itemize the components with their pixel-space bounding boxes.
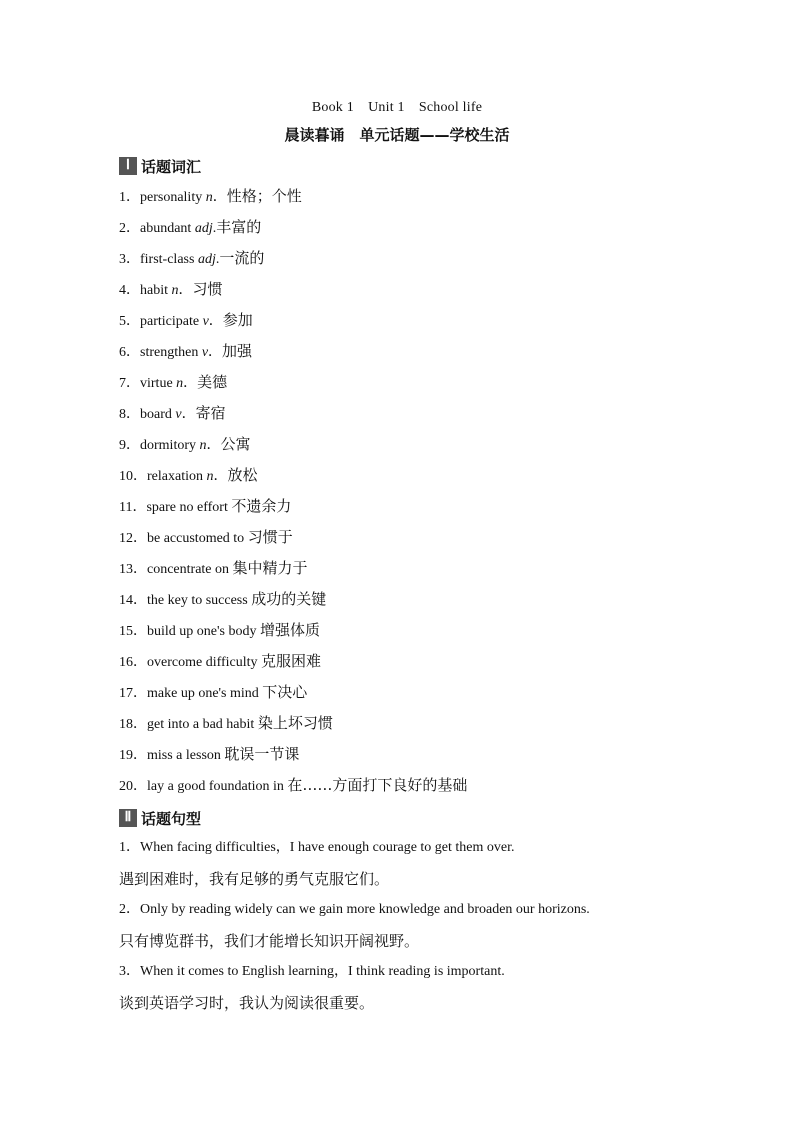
vocabulary-item — [119, 650, 467, 681]
chinese-meaning: 染上坏习惯 — [257, 714, 333, 732]
section-heading-label: 话题词汇 — [141, 157, 202, 176]
sentence-english: 1．When facing difficulties，I have enough courage to get them over. — [119, 840, 515, 855]
pos-separator: ． — [208, 314, 223, 329]
vocabulary-item — [119, 185, 467, 216]
part-of-speech: n — [206, 469, 214, 484]
item-number: 17． — [119, 686, 147, 701]
chinese-meaning: 加强 — [222, 342, 253, 360]
sentence-english: 2．Only by reading widely can we gain more knowledge and broaden our horizons. — [119, 902, 590, 917]
part-of-speech: v — [175, 407, 182, 422]
item-number: 3． — [119, 252, 140, 267]
vocabulary-item — [119, 526, 467, 557]
english-term: habit — [140, 283, 172, 298]
english-term: get into a bad habit — [147, 717, 258, 732]
item-number: 4． — [119, 283, 140, 298]
pos-separator: ． — [213, 469, 228, 484]
page-title: Book 1 Unit 1 School life — [311, 100, 483, 115]
vocabulary-item — [119, 495, 467, 526]
chinese-meaning: 习惯 — [192, 280, 223, 298]
english-term: personality — [140, 190, 206, 205]
pos-separator: ． — [178, 283, 193, 298]
vocabulary-item — [119, 619, 467, 650]
english-term: relaxation — [147, 469, 207, 484]
part-of-speech: adj — [194, 221, 213, 236]
chinese-meaning: 集中精力于 — [232, 559, 308, 577]
pos-separator: ． — [212, 190, 227, 205]
section-heading-label: 话题句型 — [141, 809, 202, 828]
vocabulary-item — [119, 774, 467, 805]
item-number: 6． — [119, 345, 140, 360]
item-number: 5． — [119, 314, 140, 329]
sentence-chinese: 只有博览群书，我们才能增长知识开阔视野。 — [119, 932, 420, 950]
vocabulary-item — [119, 247, 467, 278]
chinese-meaning: 下决心 — [262, 683, 308, 701]
english-term: lay a good foundation in — [147, 779, 288, 794]
sentence-chinese: 遇到困难时，我有足够的勇气克服它们。 — [119, 870, 390, 888]
part-of-speech: v — [201, 345, 209, 360]
vocabulary-item — [119, 216, 467, 247]
sentence-english: 3．When it comes to English learning，I think reading is important. — [119, 964, 505, 979]
vocabulary-item — [119, 681, 467, 712]
item-number: 20． — [119, 779, 147, 794]
item-number: 19． — [119, 748, 147, 763]
section-numeral-badge: Ⅰ — [119, 157, 137, 175]
item-number: 10． — [119, 469, 147, 484]
chinese-meaning: 克服困难 — [261, 652, 322, 670]
english-term: concentrate on — [147, 562, 233, 577]
sentence-chinese: 谈到英语学习时，我认为阅读很重要。 — [119, 994, 375, 1012]
english-term: be accustomed to — [147, 531, 248, 546]
english-term: overcome difficulty — [147, 655, 262, 670]
item-number: 15． — [119, 624, 147, 639]
vocabulary-item — [119, 743, 467, 774]
pos-separator: ． — [181, 407, 196, 422]
vocabulary-item — [119, 557, 467, 588]
part-of-speech: n — [199, 438, 207, 453]
vocabulary-item — [119, 588, 467, 619]
english-term: participate — [140, 314, 203, 329]
item-number: 13． — [119, 562, 147, 577]
english-term: dormitory — [140, 438, 200, 453]
part-of-speech: n — [205, 190, 213, 205]
sentence-pattern-list — [119, 837, 590, 1023]
item-number: 1． — [119, 190, 140, 205]
chinese-meaning: 一流的 — [219, 249, 265, 267]
english-term: abundant — [140, 221, 195, 236]
item-number: 2． — [119, 221, 140, 236]
chinese-meaning: 美德 — [197, 373, 228, 391]
section-heading-vocabulary — [119, 156, 201, 176]
chinese-meaning: 公寓 — [220, 435, 251, 453]
pos-separator: ． — [208, 345, 223, 360]
section-heading-sentences — [119, 808, 201, 828]
item-number: 12． — [119, 531, 147, 546]
pos-separator: . — [215, 252, 220, 267]
english-term: build up one's body — [147, 624, 260, 639]
english-term: first-class — [140, 252, 198, 267]
chinese-meaning: 耽误一节课 — [224, 745, 300, 763]
part-of-speech: n — [176, 376, 184, 391]
item-number: 7． — [119, 376, 140, 391]
item-number: 16． — [119, 655, 147, 670]
part-of-speech: v — [202, 314, 209, 329]
item-number: 8． — [119, 407, 140, 422]
chinese-meaning: 放松 — [227, 466, 258, 484]
english-term: the key to success — [147, 593, 252, 608]
chinese-meaning: 成功的关键 — [251, 590, 327, 608]
vocabulary-item — [119, 371, 467, 402]
chinese-meaning: 习惯于 — [247, 528, 293, 546]
english-term: miss a lesson — [147, 748, 225, 763]
vocabulary-item — [119, 464, 467, 495]
english-term: board — [140, 407, 176, 422]
item-number: 11． — [119, 500, 147, 515]
vocabulary-item — [119, 278, 467, 309]
chinese-meaning: 丰富的 — [216, 218, 262, 236]
chinese-meaning: 性格；个性 — [226, 187, 302, 205]
part-of-speech: n — [171, 283, 179, 298]
page-subtitle: 晨读暮诵 单元话题——学校生活 — [284, 126, 510, 144]
pos-separator: ． — [206, 438, 221, 453]
item-number: 14． — [119, 593, 147, 608]
chinese-meaning: 寄宿 — [195, 404, 226, 422]
vocabulary-item — [119, 433, 467, 464]
chinese-meaning: 参加 — [222, 311, 253, 329]
english-term: make up one's mind — [147, 686, 263, 701]
english-term: virtue — [140, 376, 177, 391]
pos-separator: . — [212, 221, 217, 236]
section-numeral-badge: Ⅱ — [119, 809, 137, 827]
item-number: 18． — [119, 717, 147, 732]
english-term: strengthen — [140, 345, 202, 360]
item-number: 9． — [119, 438, 140, 453]
vocabulary-list — [119, 185, 467, 805]
english-term: spare no effort — [146, 500, 232, 515]
vocabulary-item — [119, 402, 467, 433]
chinese-meaning: 不遗余力 — [231, 497, 292, 515]
vocabulary-item — [119, 340, 467, 371]
pos-separator: ． — [183, 376, 198, 391]
chinese-meaning: 增强体质 — [259, 621, 320, 639]
chinese-meaning: 在……方面打下良好的基础 — [287, 776, 468, 794]
vocabulary-item — [119, 712, 467, 743]
part-of-speech: adj — [197, 252, 216, 267]
vocabulary-item — [119, 309, 467, 340]
